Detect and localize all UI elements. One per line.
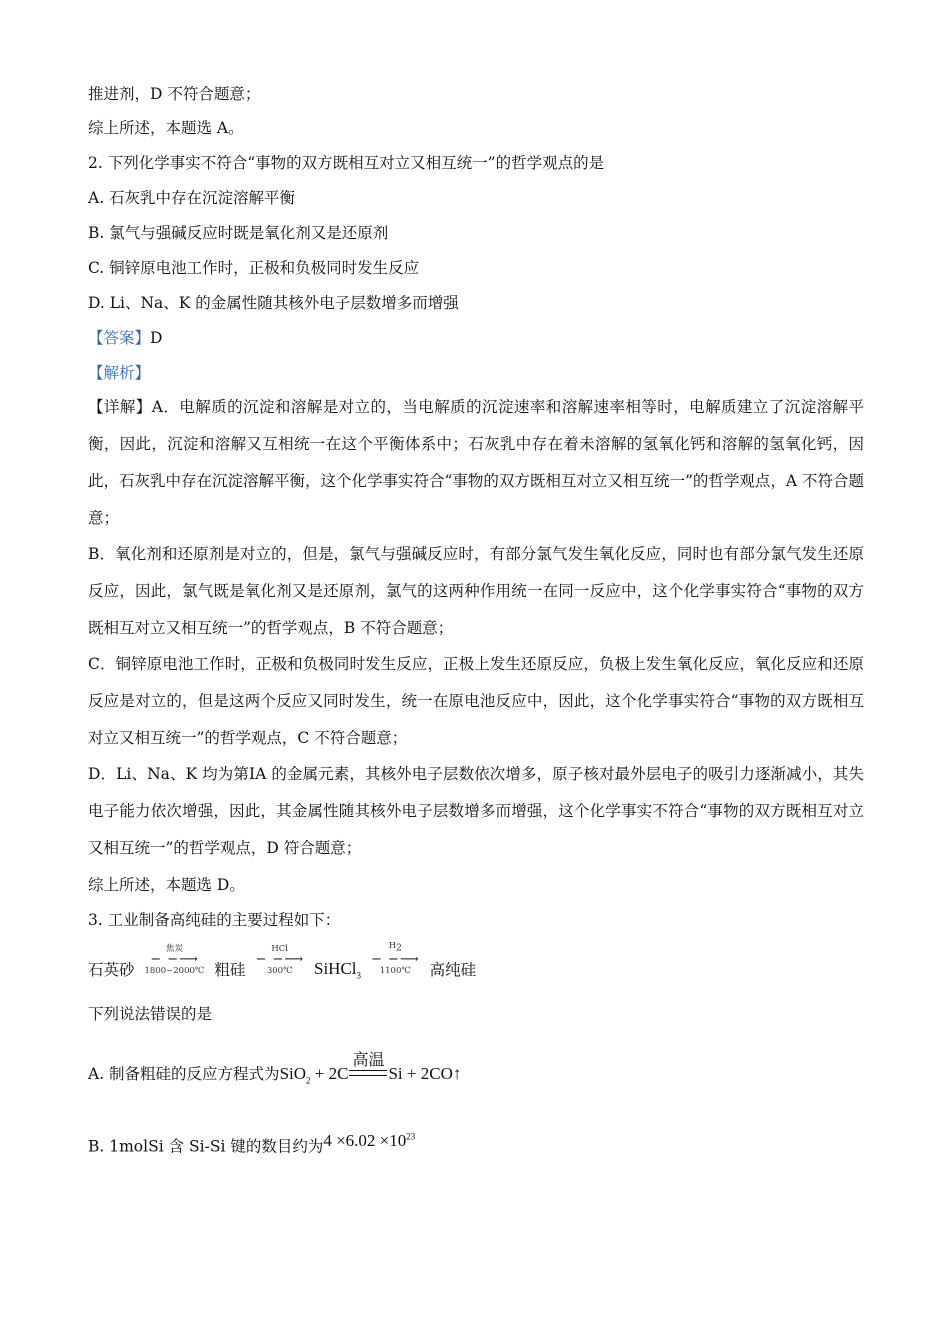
detail-c-paragraph: C．铜锌原电池工作时，正极和负极同时发生反应，正极上发生还原反应，负极上发生氧化反应，氧化反应和还原反应是对立的，但是这两个反应又同时发生，统一在原电池反应中，因此，这个化学事实符合“事物的双方既相互对立又相互统一”的哲学观点，C 不符合题意； — [88, 655, 864, 747]
process-flow — [88, 941, 477, 980]
question-3-stem: 3. 工业制备高纯硅的主要过程如下： — [88, 911, 341, 929]
equation-b: $4 \times 6.02 \times 10^{23}$ — [323, 1130, 416, 1150]
analysis-tag: 【解析】 — [88, 364, 151, 382]
flow-condition: 300℃ — [266, 966, 293, 976]
analysis-line — [88, 363, 868, 383]
question-2-option-d: D. Li、Na、K 的金属性随其核外电子层数增多而增强 — [88, 294, 459, 312]
flow-condition: 焦炭 — [165, 944, 183, 954]
question-2-option-b: B. 氯气与强碱反应时既是氧化剂又是还原剂 — [88, 224, 389, 242]
question-2-stem: 2. 下列化学事实不符合“事物的双方既相互对立又相互统一”的哲学观点的是 — [88, 154, 605, 172]
arrow-icon: − −⟶ — [371, 952, 420, 967]
answer-value: D — [150, 329, 163, 347]
reaction-condition: 高温 — [349, 1052, 387, 1076]
question-2-option-a: A. 石灰乳中存在沉淀溶解平衡 — [88, 189, 296, 207]
flow-step-quartz-sand: 石英砂 — [88, 961, 135, 979]
flow-step-high-purity-silicon: 高纯硅 — [429, 961, 477, 979]
flow-step-crude-silicon: 粗硅 — [214, 961, 246, 979]
flow-step-sihcl3: SiHCl$_3$ — [314, 958, 362, 980]
answer-line — [88, 328, 868, 348]
detail-b-paragraph: B．氧化剂和还原剂是对立的，但是，氯气与强碱反应时，有部分氯气发生氧化反应，同时也有部分氯气发生还原反应，因此，氯气既是氧化剂又是还原剂，氯气的这两种作用统一在同一反应中，这个化学事实符合“事物的双方既相互对立又相互统一”的哲学观点，B 不符合题意； — [88, 545, 864, 637]
detail-a-paragraph: 【详解】A．电解质的沉淀和溶解是对立的，当电解质的沉淀速率和溶解速率相等时，电解质建立了沉淀溶解平衡，因此，沉淀和溶解又互相统一在这个平衡体系中；石灰乳中存在着未溶解的氢氧化钙和溶解的氢氧化钙，因此，石灰乳中存在沉淀溶解平衡，这个化学事实符合“事物的双方既相互对立又相互统一”的哲学观点，A 不符合题意； — [88, 398, 864, 527]
flow-condition: HCl — [271, 944, 289, 954]
detail-d-paragraph: D．Li、Na、K 均为第ⅠA 的金属元素，其核外电子层数依次增多，原子核对最外层电子的吸引力逐渐减小，其失电子能力依次增强，因此，其金属性随其核外电子层数增多而增强，这个化学事实不符合“事物的双方既相互对立又相互统一”的哲学观点，D 符合题意； — [88, 765, 864, 857]
flow-arrow-3 — [371, 941, 420, 976]
question-3-option-a: A. 制备粗硅的反应方程式为SiO$_2$ + 2C 高温 Si + 2CO↑ — [88, 1052, 462, 1086]
arrow-icon: − −⟶ — [255, 952, 304, 967]
flow-arrow-1 — [145, 944, 205, 976]
question-2-option-c: C. 铜锌原电池工作时，正极和负极同时发生反应 — [88, 259, 420, 277]
flow-condition: 1800~2000℃ — [144, 966, 205, 976]
equation-a: SiO$_2$ + 2C 高温 Si + 2CO↑ — [279, 1052, 462, 1086]
flow-condition: $H_2$ — [388, 941, 402, 954]
flow-condition: 1100℃ — [379, 966, 411, 976]
summary-line: 综上所述，本题选 D。 — [88, 876, 245, 894]
question-3-ask: 下列说法错误的是 — [88, 1005, 213, 1023]
text-line: 推进剂，D 不符合题意； — [88, 85, 261, 103]
arrow-icon: − −⟶ — [150, 952, 199, 967]
answer-tag: 【答案】 — [88, 329, 151, 347]
question-3-option-b: B. 1molSi 含 Si-Si 键的数目约为$4 \times 6.02 \times 10^{23}$ — [88, 1130, 416, 1156]
flow-arrow-2 — [255, 944, 304, 976]
text-line: 综上所述，本题选 A。 — [88, 119, 244, 137]
